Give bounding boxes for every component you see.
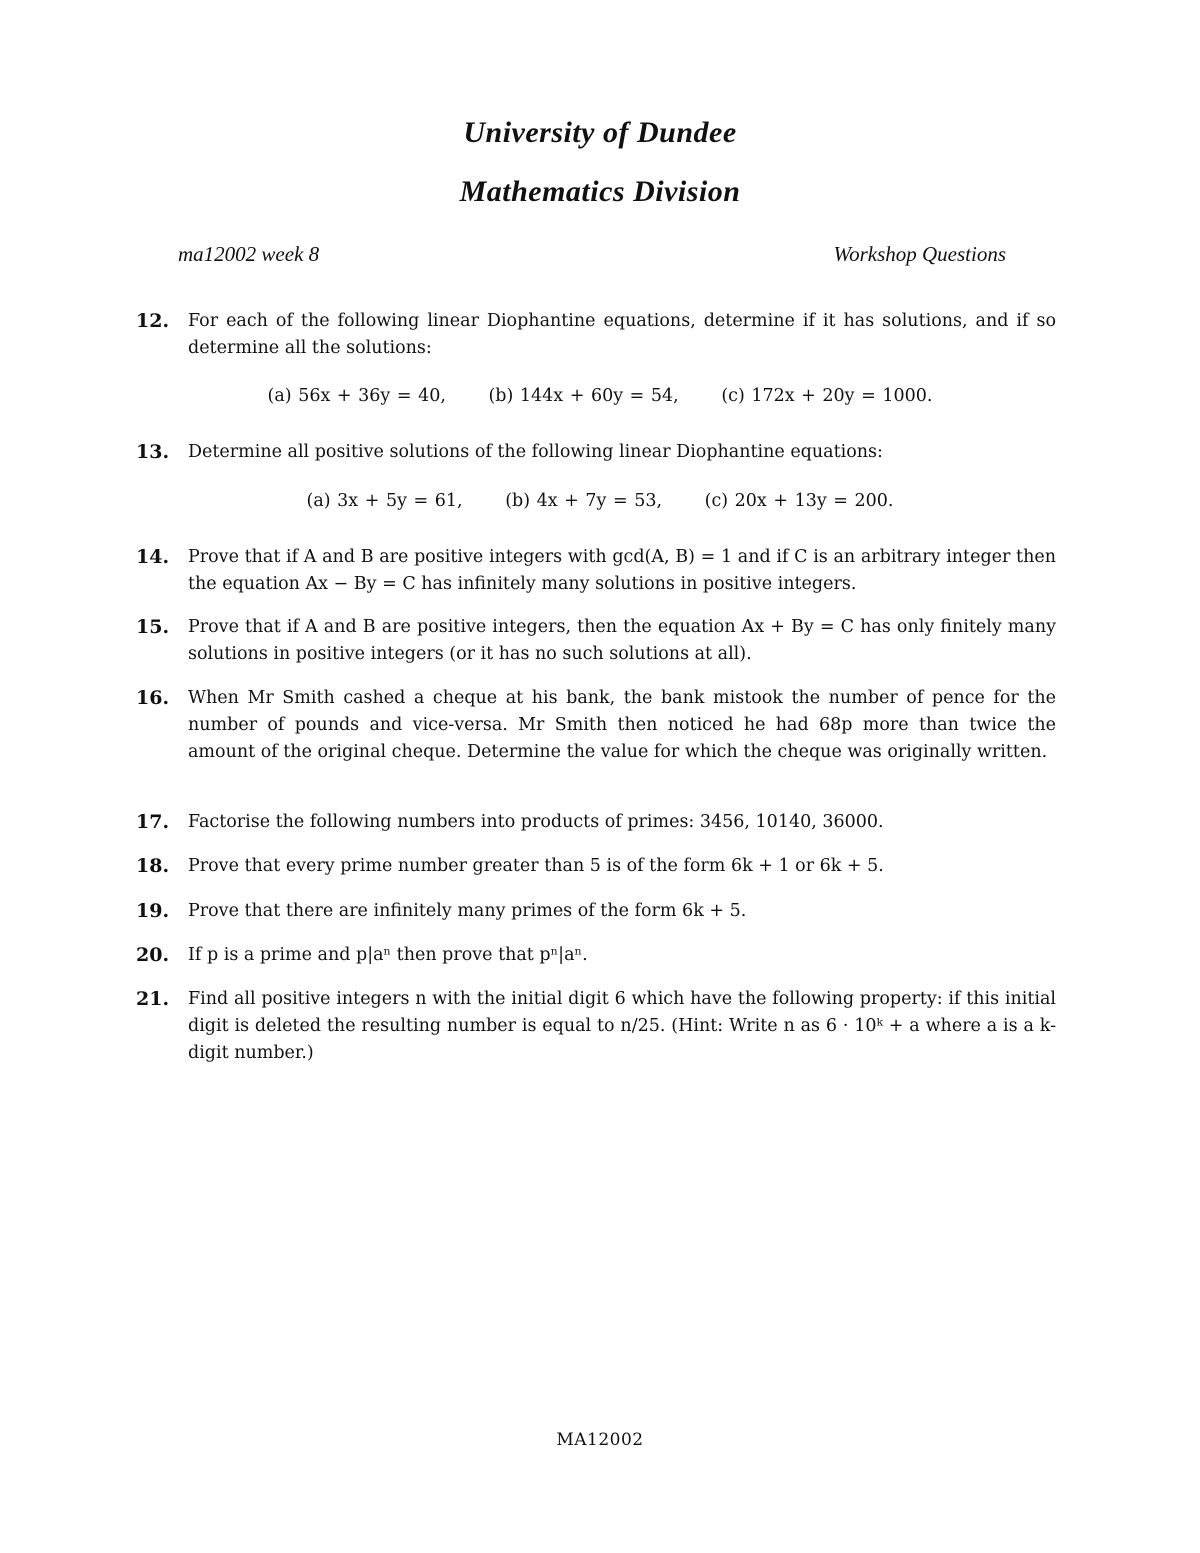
question-number: 21. [136, 988, 170, 1010]
question-number: 20. [136, 944, 170, 966]
question-text: Prove that every prime number greater than 5 is of the form 6k + 1 or 6k + 5. [188, 856, 884, 876]
question-19 [136, 898, 1056, 925]
question-number: 19. [136, 900, 170, 922]
question-18 [136, 853, 1056, 880]
question-text: When Mr Smith cashed a cheque at his bank, the bank mistook the number of pence for the number of pounds and vice-versa. Mr Smith then noticed he had 68p more than twice the amount of the original cheque. Determine the value for which the cheque was originally written. [188, 688, 1056, 762]
question-text: Determine all positive solutions of the following linear Diophantine equations: [188, 442, 883, 462]
course-week: ma12002 week 8 [178, 242, 320, 266]
question-text: If p is a prime and p|aⁿ then prove that pⁿ|aⁿ. [188, 945, 588, 965]
question-number: 17. [136, 811, 170, 833]
question-12 [136, 308, 1056, 362]
question-20 [136, 942, 1056, 969]
equation-b: (b) 4x + 7y = 53, [505, 491, 663, 511]
question-14 [136, 544, 1056, 598]
equation-c: (c) 20x + 13y = 200. [704, 491, 894, 511]
equation-a: (a) 56x + 36y = 40, [267, 386, 446, 406]
question-16 [136, 685, 1056, 766]
sheet-type: Workshop Questions [833, 242, 1006, 266]
question-number: 16. [136, 687, 170, 709]
question-13-equations [0, 488, 1200, 515]
question-17 [136, 809, 1056, 836]
question-13 [136, 439, 1056, 466]
question-number: 18. [136, 855, 170, 877]
division-title: Mathematics Division [459, 175, 741, 208]
question-12-equations [0, 383, 1200, 410]
question-text: Prove that there are infinitely many primes of the form 6k + 5. [188, 901, 747, 921]
question-text: For each of the following linear Diophantine equations, determine if it has solutions, and if so determine all the solutions: [188, 311, 1056, 358]
question-number: 15. [136, 616, 170, 638]
equation-a: (a) 3x + 5y = 61, [306, 491, 463, 511]
question-21 [136, 986, 1056, 1067]
equation-c: (c) 172x + 20y = 1000. [721, 386, 933, 406]
university-title: University of Dundee [463, 116, 737, 149]
question-number: 14. [136, 546, 170, 568]
question-15 [136, 614, 1056, 668]
question-text: Find all positive integers n with the initial digit 6 which have the following property: if this initial digit is deleted the resulting number is equal to n/25. (Hint: Write n as 6 · 10ᵏ + a where a is a k-digit number.) [188, 989, 1056, 1063]
equation-b: (b) 144x + 60y = 54, [488, 386, 679, 406]
question-number: 13. [136, 441, 170, 463]
question-number: 12. [136, 310, 170, 332]
question-text: Prove that if A and B are positive integers, then the equation Ax + By = C has only finitely many solutions in positive integers (or it has no such solutions at all). [188, 617, 1056, 664]
question-text: Factorise the following numbers into products of primes: 3456, 10140, 36000. [188, 812, 884, 832]
question-text: Prove that if A and B are positive integers with gcd(A, B) = 1 and if C is an arbitrary integer then the equation Ax − By = C has infinitely many solutions in positive integers. [188, 547, 1056, 594]
page-footer-code: MA12002 [556, 1430, 644, 1450]
